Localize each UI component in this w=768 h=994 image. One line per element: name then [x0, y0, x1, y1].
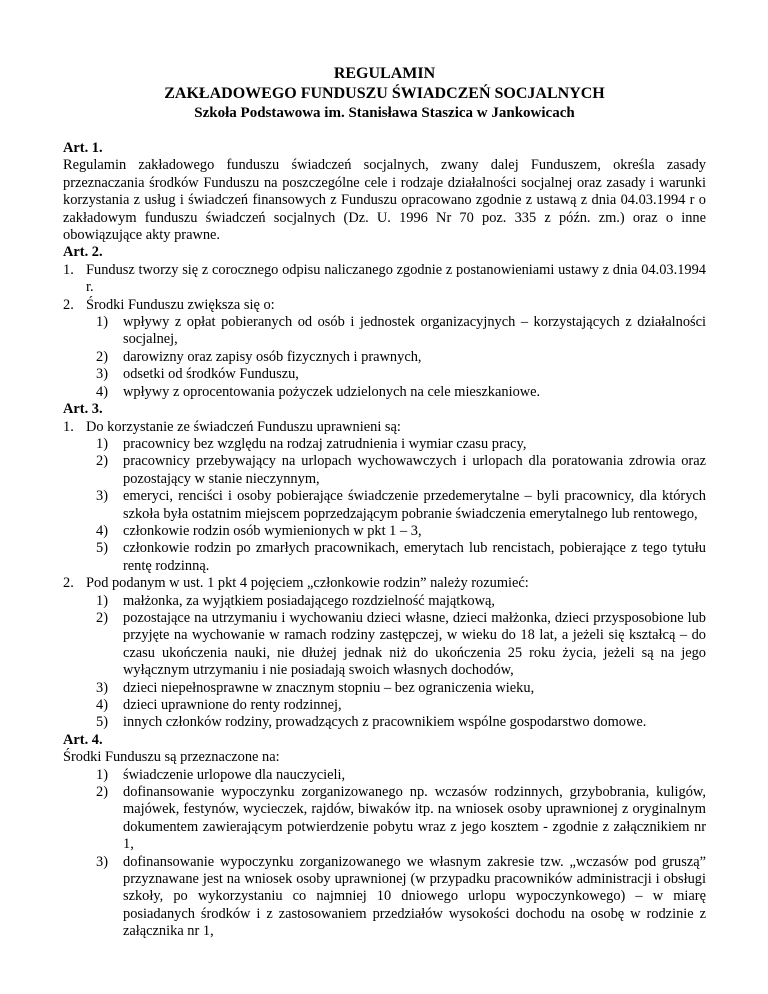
list-item [63, 453, 706, 488]
list-item [63, 680, 706, 697]
item-text: świadczenie urlopowe dla nauczycieli, [123, 766, 346, 783]
art3-paragraph-1 [63, 419, 706, 436]
list-item [63, 610, 706, 680]
item-text: wpływy z oprocentowania pożyczek udzielonych na cele mieszkaniowe. [123, 383, 541, 400]
item-text: członkowie rodzin po zmarłych pracownikach, emerytach lub rencistach, pobierające z tego tytułu rentę rodzinną. [123, 540, 706, 574]
art4-heading: Art. 4. [63, 731, 103, 748]
art1-text: Regulamin zakładowego funduszu świadczeń socjalnych, zwany dalej Funduszem, określa zasady przeznaczania środków Funduszu na poszczególne cele i rodzaje działalności socjalnej oraz zasady i warunki korzystania z usług i świadczeń finansowych z Funduszu opracowano zgodnie z ustawą z dnia 04.03.1994 r o zakładowym funduszu świadczeń socjalnych (Dz. U. 1996 Nr 70 poz. 335 z późn. zm.) oraz o inne obowiązujące akty prawne. [63, 157, 706, 244]
art2-paragraph-2 [63, 297, 706, 314]
item-text: darowizny oraz zapisy osób fizycznych i prawnych, [123, 348, 422, 365]
paragraph-text: Pod podanym w ust. 1 pkt 4 pojęciem „członkowie rodzin” należy rozumieć: [86, 575, 529, 592]
school-name: Szkoła Podstawowa im. Stanisława Staszica w Jankowicach [194, 105, 575, 121]
item-number: 4) [96, 522, 108, 539]
item-number: 2) [96, 784, 108, 801]
item-text: pracownicy bez względu na rodzaj zatrudnienia i wymiar czasu pracy, [123, 435, 527, 452]
list-item [63, 697, 706, 714]
item-number: 5) [96, 714, 108, 731]
list-item [63, 488, 706, 523]
item-text: emeryci, renciści i osoby pobierające świadczenie przedemerytalne – byli pracownicy, dla których szkoła była ostatnim miejscem poprzedzającym pobranie świadczenia emerytalnego lub rentowego, [123, 488, 706, 522]
art2-paragraph-1 [63, 262, 706, 297]
art4-intro: Środki Funduszu są przeznaczone na: [63, 749, 280, 766]
item-number: 3) [96, 488, 108, 505]
document-page [63, 64, 706, 941]
item-text: członkowie rodzin osób wymienionych w pkt 1 – 3, [123, 522, 422, 539]
list-item [63, 366, 706, 383]
item-text: dofinansowanie wypoczynku zorganizowanego np. wczasów rodzinnych, grzybobrania, kuligów, majówek, festynów, wycieczek, rajdów, biwaków itp. na wniosek osoby uprawnionej z oryginalnym dokumentem zawierającym potwierdzenie pobytu wraz z jego kosztem - zgodnie z załącznikiem nr 1, [123, 784, 706, 853]
list-item [63, 314, 706, 349]
item-number: 5) [96, 540, 108, 557]
item-text: wpływy z opłat pobieranych od osób i jednostek organizacyjnych – korzystających z działalności socjalnej, [123, 314, 706, 348]
item-number: 1) [96, 592, 108, 609]
item-text: odsetki od środków Funduszu, [123, 366, 299, 383]
item-text: dofinansowanie wypoczynku zorganizowanego we własnym zakresie tzw. „wczasów pod gruszą” przyznawane jest na wniosek osoby uprawnionej (w przypadku pracowników administracji i obsługi szkoły, po wykorzystaniu co najmniej 10 dniowego urlopu wypoczynkowego) – w miarę posiadanych środków i z zastosowaniem przedziałów wysokości dochodu na osobę w rodzinie z załącznika nr 1, [123, 853, 706, 940]
item-text: pozostające na utrzymaniu i wychowaniu dzieci własne, dzieci małżonka, dzieci przysposobione lub przyjęte na wychowanie w ramach rodziny zastępczej, w wieku do 18 lat, a jeżeli się kształcą – do czasu ukończenia nauki, nie dłużej jednak niż do ukończenia 25 roku życia, jeżeli są na jego wyłącznym utrzymaniu i nie posiadają swoich własnych dochodów, [123, 609, 706, 679]
list-item [63, 436, 706, 453]
item-text: dzieci niepełnosprawne w znacznym stopniu – bez ograniczenia wieku, [123, 679, 535, 696]
list-item [63, 540, 706, 575]
item-text: innych członków rodziny, prowadzących z pracownikiem wspólne gospodarstwo domowe. [123, 714, 647, 731]
document-title: REGULAMIN [333, 65, 436, 82]
art3-heading: Art. 3. [63, 401, 103, 418]
document-subtitle: ZAKŁADOWEGO FUNDUSZU ŚWIADCZEŃ SOCJALNYCH [164, 85, 605, 102]
item-number: 1) [96, 314, 108, 331]
item-text: małżonka, za wyjątkiem posiadającego rozdzielność majątkową, [123, 592, 496, 609]
list-item [63, 349, 706, 366]
list-item [63, 384, 706, 401]
item-text: dzieci uprawnione do renty rodzinnej, [123, 697, 342, 713]
paragraph-text: Środki Funduszu zwiększa się o: [86, 296, 275, 313]
list-item [63, 854, 706, 941]
item-number: 3) [96, 366, 108, 383]
paragraph-text: Do korzystanie ze świadczeń Funduszu uprawnieni są: [86, 418, 401, 435]
art3-paragraph-2 [63, 575, 706, 592]
item-number: 2) [96, 348, 108, 365]
item-number: 2) [96, 609, 108, 626]
list-item [63, 714, 706, 731]
paragraph-number: 1. [63, 418, 74, 435]
list-item [63, 593, 706, 610]
item-text: pracownicy przebywający na urlopach wychowawczych i urlopach dla poratowania zdrowia oraz pozostający w stanie nieczynnym, [123, 453, 706, 487]
paragraph-number: 2. [63, 296, 74, 313]
item-number: 2) [96, 453, 108, 470]
item-number: 1) [96, 766, 108, 783]
item-number: 4) [96, 383, 108, 400]
list-item [63, 767, 706, 784]
list-item [63, 784, 706, 854]
item-number: 1) [96, 435, 108, 452]
art2-heading: Art. 2. [63, 244, 103, 261]
paragraph-text: Fundusz tworzy się z corocznego odpisu naliczanego zgodnie z postanowieniami ustawy z dnia 04.03.1994 r. [86, 261, 706, 296]
item-number: 3) [96, 679, 108, 696]
list-item [63, 523, 706, 540]
art1-heading: Art. 1. [63, 140, 103, 156]
paragraph-number: 1. [63, 261, 74, 278]
item-number: 3) [96, 853, 108, 870]
paragraph-number: 2. [63, 575, 74, 592]
item-number: 4) [96, 697, 108, 713]
